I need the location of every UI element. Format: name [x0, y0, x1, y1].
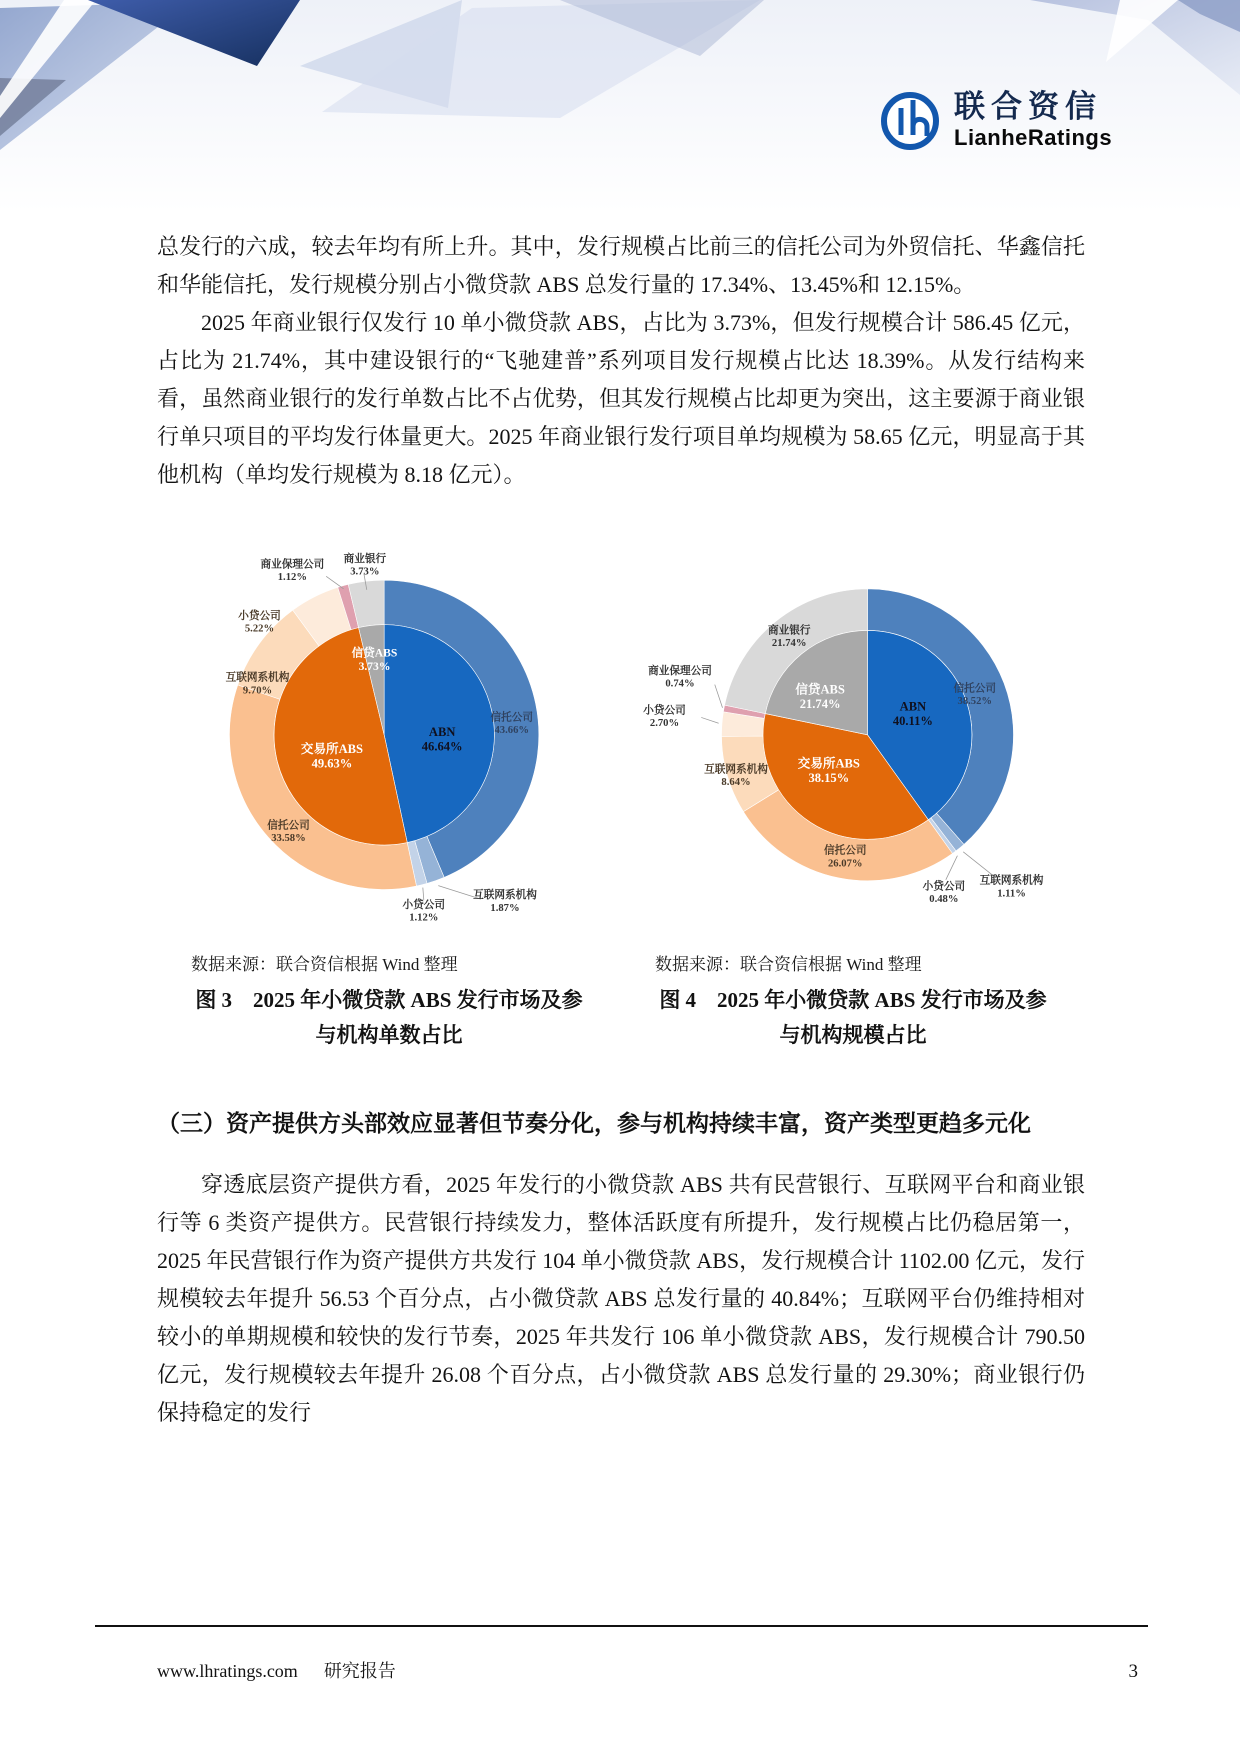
chart-label-互联网系机构: 互联网系机构 8.64% [704, 764, 768, 789]
figure-4 [621, 498, 1085, 1053]
chart-label-商业银行: 商业银行 21.74% [767, 625, 811, 649]
footer [95, 1625, 1148, 1683]
brand-name-en: LianheRatings [954, 125, 1113, 151]
header [0, 0, 1240, 212]
paragraph-2: 2025 年商业银行仅发行 10 单小微贷款 ABS，占比为 3.73%，但发行规模合计 586.45 亿元，占比为 21.74%，其中建设银行的“飞驰建普”系列项目发行规模占比达 18.39%。从发行结构来看，虽然商业银行的发行单数占比不占优势，但其发行规模占比却更为突出，这主要源于商业银行单只项目的平均发行体量更大。2025 年商业银行发行项目单均规模为 58.65 亿元，明显高于其他机构（单均发行规模为 8.18 亿元）。 [157, 310, 1085, 487]
figure-3 [157, 498, 621, 1053]
chart-label-小贷公司: 小贷公司 5.22% [238, 610, 281, 635]
fig3-caption: 图 3 2025 年小微贷款 ABS 发行市场及参与机构单数占比 [195, 988, 583, 1048]
fig4-donut-chart [621, 498, 1085, 952]
chart-label-互联网系机构: 互联网系机构 9.70% [225, 672, 290, 697]
brand-name-cn: 联合资信 [954, 88, 1102, 124]
chart-label-信托公司: 信托公司 38.52% [953, 683, 997, 707]
fig4-caption: 图 4 2025 年小微贷款 ABS 发行市场及参与机构规模占比 [659, 988, 1047, 1048]
leader-line [715, 685, 723, 708]
chart-label-商业保理公司: 商业保理公司 1.12% [260, 559, 325, 584]
leader-line [701, 717, 718, 723]
footer-row [95, 1657, 1148, 1683]
chart-label-信贷ABS: 信贷ABS 21.74% [795, 682, 845, 711]
leader-line [946, 856, 958, 880]
brand-logo [878, 84, 1112, 156]
leader-line [963, 852, 996, 878]
chart-label-ABN: ABN 40.11% [892, 699, 933, 729]
paragraph-3: 穿透底层资产提供方看，2025 年发行的小微贷款 ABS 共有民营银行、互联网平台和商业银行等 6 类资产提供方。民营银行持续发力，整体活跃度有所提升，发行规模占比仍稳居第一，2025 年民营银行作为资产提供方共发行 104 单小微贷款 ABS，发行规模合计 1102.00 亿元，发行规模较去年提升 56.53 个百分点，占小微贷款 ABS 总发行量的 40.84%；互联网平台仍维持相对较小的单期规模和较快的发行节奏，2025 年共发行 106 单小微贷款 ABS，发行规模合计 790.50 亿元，发行规模较去年提升 26.08 个百分点，占小微贷款 ABS 总发行量的 29.30%；商业银行仍保持稳定的发行 [157, 1172, 1085, 1426]
chart-label-信托公司: 信托公司 43.66% [490, 712, 534, 736]
chart-label-互联网系机构: 互联网系机构 1.87% [473, 890, 537, 914]
chart-label-互联网系机构: 互联网系机构 1.11% [979, 875, 1044, 900]
chart-label-交易所ABS: 交易所ABS 49.63% [300, 742, 363, 771]
chart-label-小贷公司: 小贷公司 0.48% [922, 881, 966, 906]
chart-label-信托公司: 信托公司 26.07% [824, 845, 867, 870]
footer-url: www.lhratings.com [157, 1661, 298, 1681]
paragraph-1: 总发行的六成，较去年均有所上升。其中，发行规模占比前三的信托公司为外贸信托、华鑫信托和华能信托，发行规模分别占小微贷款 ABS 总发行量的 17.34%、13.45%和 12.15%。 [157, 234, 1085, 297]
chart-label-ABN: ABN 46.64% [421, 724, 463, 754]
brand-wordmark [954, 88, 1113, 151]
footer-report-label: 研究报告 [323, 1661, 396, 1681]
chart-label-信托公司: 信托公司 33.58% [267, 820, 310, 845]
fig3-donut-chart [157, 498, 621, 952]
chart-label-商业银行: 商业银行 3.73% [343, 553, 387, 578]
chart-label-交易所ABS: 交易所ABS 38.15% [797, 756, 860, 786]
chart-label-小贷公司: 小贷公司 1.12% [402, 899, 446, 924]
lianhe-logo-icon [878, 84, 942, 156]
chart-label-信贷ABS: 信贷ABS 3.73% [351, 646, 398, 674]
fig4-source: 数据来源：联合资信根据 Wind 整理 [655, 955, 922, 975]
page-number: 3 [1128, 1661, 1138, 1682]
fig3-source: 数据来源：联合资信根据 Wind 整理 [191, 955, 458, 975]
content [157, 228, 1085, 1432]
chart-label-小贷公司: 小贷公司 2.70% [643, 705, 686, 730]
leader-line [326, 576, 343, 589]
section-heading: （三）资产提供方头部效应显著但节奏分化，参与机构持续丰富，资产类型更趋多元化 [157, 1111, 1031, 1137]
figures-row [157, 498, 1085, 1053]
leader-line [423, 888, 424, 901]
footer-divider [95, 1625, 1148, 1627]
chart-label-商业保理公司: 商业保理公司 0.74% [648, 665, 712, 690]
